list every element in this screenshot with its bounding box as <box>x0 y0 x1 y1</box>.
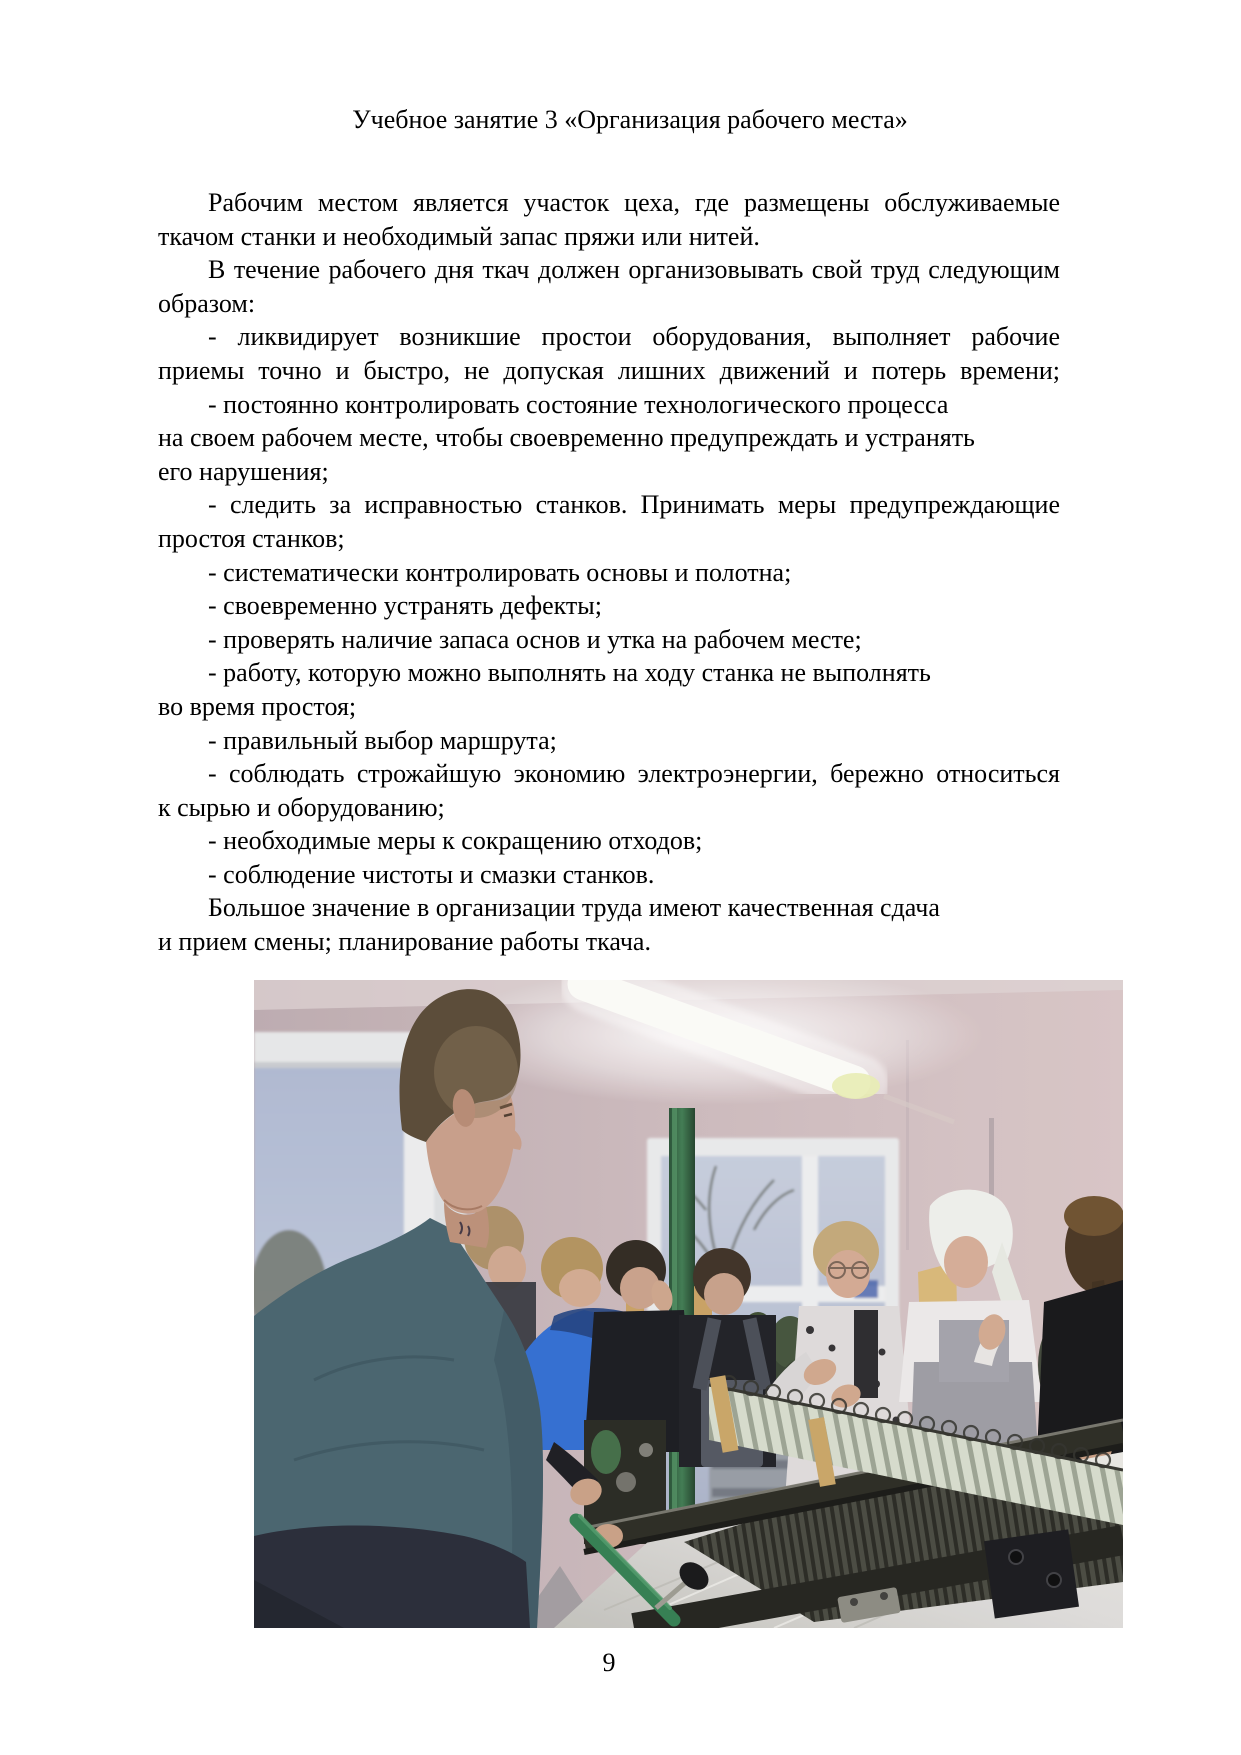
text-line: - необходимые меры к сокращению отходов; <box>208 826 703 856</box>
text-line: - постоянно контролировать состояние технологического процесса <box>208 389 949 419</box>
photo-veil <box>254 980 1123 1628</box>
text-line: - систематически контролировать основы и полотна; <box>208 557 792 587</box>
text-line: - соблюдение чистоты и смазки станков. <box>208 859 655 889</box>
text-line: - работу, которую можно выполнять на ходу станка не выполнять <box>208 658 931 688</box>
text-line: ткачом станки и необходимый запас пряжи или нитей. <box>158 221 760 251</box>
text-line: - следить за исправностью станков. Принимать меры предупреждающие <box>208 490 1060 520</box>
page-number: 9 <box>602 1648 616 1677</box>
workshop-photo <box>254 980 1123 1628</box>
text-line: простоя станков; <box>158 523 345 553</box>
text-line: - соблюдать строжайшую экономию электроэнергии, бережно относиться <box>208 759 1060 789</box>
body-text <box>158 186 1060 959</box>
text-line: на своем рабочем месте, чтобы своевременно предупреждать и устранять <box>158 423 975 453</box>
text-line: во время простоя; <box>158 691 357 721</box>
text-line: В течение рабочего дня ткач должен организовывать свой труд следующим <box>208 255 1060 285</box>
text-line: его нарушения; <box>158 456 329 486</box>
text-line: - ликвидирует возникшие простои оборудования, выполняет рабочие <box>208 322 1060 352</box>
text-line: - своевременно устранять дефекты; <box>208 591 602 621</box>
text-line: к сырью и оборудованию; <box>158 792 445 822</box>
text-line: Рабочим местом является участок цеха, где размещены обслуживаемые <box>208 188 1060 217</box>
page-title: Учебное занятие 3 «Организация рабочего места» <box>352 105 908 134</box>
text-line: - проверять наличие запаса основ и утка на рабочем месте; <box>208 624 862 654</box>
text-line: Большое значение в организации труда имеют качественная сдача <box>208 893 940 923</box>
text-line: и прием смены; планирование работы ткача. <box>158 927 651 957</box>
text-line: - правильный выбор маршрута; <box>208 725 557 755</box>
text-line: приемы точно и быстро, не допуская лишних движений и потерь времени; <box>158 355 1060 385</box>
workshop-photo-illustration <box>254 980 1123 1628</box>
text-line: образом: <box>158 288 256 318</box>
